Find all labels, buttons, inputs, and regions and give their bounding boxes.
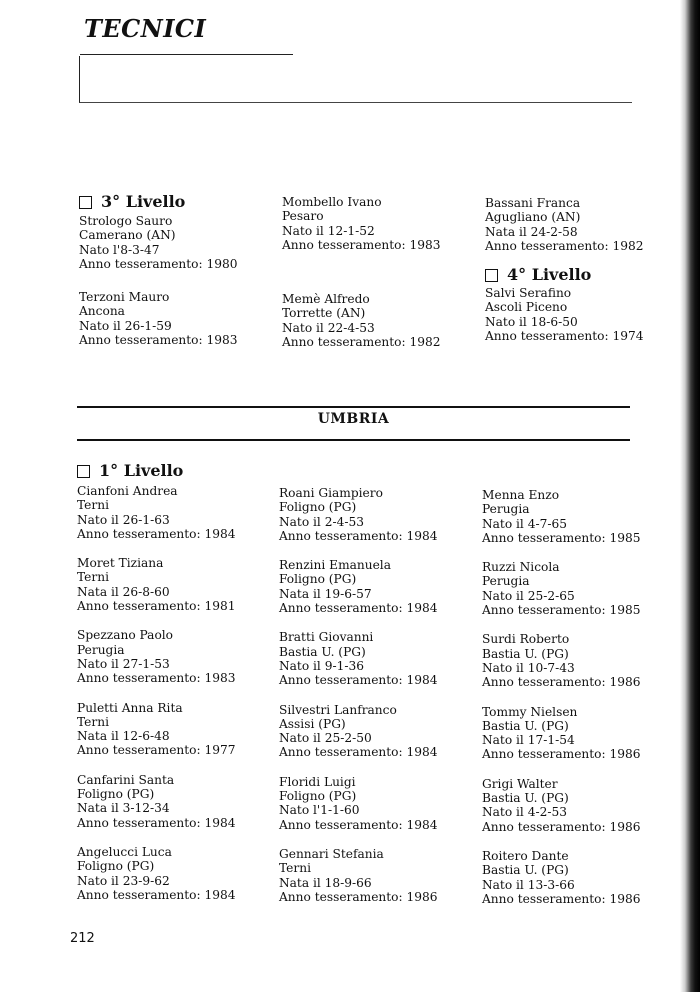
person-birth: Nato il 18-6-50: [485, 314, 578, 329]
level-heading: 4° Livello: [485, 265, 635, 285]
person-birth: Nato il 17-1-54: [482, 733, 575, 748]
person-place: Bastia U. (PG): [482, 791, 569, 806]
person-birth: Nata il 12-6-48: [77, 729, 170, 744]
person-year: Anno tesseramento: 1986: [482, 819, 641, 834]
person-year: Anno tesseramento: 1980: [79, 256, 238, 271]
person-name: Spezzano Paolo: [77, 628, 174, 643]
person-name: Roani Giampiero: [279, 486, 383, 500]
person-place: Terni: [77, 570, 109, 585]
person-name: Renzini Emanuela: [279, 558, 391, 573]
person-year: Anno tesseramento: 1983: [79, 333, 238, 348]
person-entry: [77, 484, 272, 541]
person-year: Anno tesseramento: 1984: [279, 817, 438, 832]
checkbox-square-icon: [77, 465, 90, 478]
person-place: Bastia U. (PG): [482, 646, 569, 661]
umbria-column-1: [77, 461, 272, 902]
person-entry: [279, 847, 474, 904]
title-rule: [80, 54, 293, 55]
person-place: Perugia: [77, 642, 125, 657]
person-year: Anno tesseramento: 1986: [482, 675, 641, 690]
person-year: Anno tesseramento: 1984: [279, 528, 438, 543]
person-place: Foligno (PG): [279, 789, 357, 804]
person-name: Bratti Giovanni: [279, 630, 374, 645]
person-place: Bastia U. (PG): [482, 718, 569, 733]
person-birth: Nato il 26-1-59: [79, 318, 172, 333]
person-name: Tommy Nielsen: [482, 704, 578, 719]
person-birth: Nato il 12-1-52: [282, 223, 375, 238]
person-name: Silvestri Lanfranco: [279, 702, 397, 717]
person-entry: [279, 775, 474, 832]
person-place: Assisi (PG): [279, 716, 346, 731]
checkbox-square-icon: [79, 196, 92, 209]
person-birth: Nato il 27-1-53: [77, 656, 170, 671]
person-entry: [485, 196, 644, 253]
person-name: Cianfoni Andrea: [77, 484, 178, 498]
person-year: Anno tesseramento: 1986: [482, 747, 641, 762]
person-year: Anno tesseramento: 1983: [282, 237, 441, 252]
person-entry: [279, 630, 474, 687]
empty-box: [79, 56, 632, 103]
person-birth: Nato il 25-2-50: [279, 731, 372, 746]
person-place: Bastia U. (PG): [482, 863, 569, 878]
person-name: Roitero Dante: [482, 848, 569, 863]
person-year: Anno tesseramento: 1977: [77, 743, 236, 758]
person-entry: [482, 776, 641, 834]
person-place: Perugia: [482, 574, 530, 589]
person-birth: Nato il 10-7-43: [482, 660, 575, 675]
person-place: Bastia U. (PG): [279, 644, 366, 659]
person-entry: [279, 703, 474, 760]
level-heading: 3° Livello: [79, 192, 274, 212]
person-place: Foligno (PG): [279, 572, 357, 587]
top-column-3: [485, 196, 644, 344]
person-entry: [79, 290, 274, 347]
person-place: Pesaro: [282, 209, 324, 224]
person-place: Terni: [279, 861, 311, 876]
book-spine-shadow: [680, 0, 700, 992]
person-place: Torrette (AN): [282, 306, 366, 321]
person-entry: [77, 773, 272, 830]
person-name: Grigi Walter: [482, 776, 558, 791]
person-name: Terzoni Mauro: [79, 290, 170, 305]
person-birth: Nato il 23-9-62: [77, 873, 170, 888]
person-year: Anno tesseramento: 1984: [279, 601, 438, 616]
person-year: Anno tesseramento: 1983: [77, 671, 236, 686]
person-entry: [482, 488, 641, 545]
person-year: Anno tesseramento: 1982: [282, 335, 441, 350]
person-name: Salvi Serafino: [485, 286, 572, 301]
person-place: Terni: [77, 714, 109, 729]
person-name: Puletti Anna Rita: [77, 700, 183, 715]
person-year: Anno tesseramento: 1985: [482, 603, 641, 618]
umbria-column-3: [482, 488, 641, 906]
person-entry: [282, 292, 477, 349]
person-birth: Nata il 26-8-60: [77, 584, 170, 599]
person-entry: [282, 195, 477, 252]
person-birth: Nato il 25-2-65: [482, 588, 575, 603]
person-name: Angelucci Luca: [77, 844, 172, 859]
region-title: UMBRIA: [317, 411, 390, 427]
person-name: Canfarini Santa: [77, 772, 175, 787]
person-name: Gennari Stefania: [279, 846, 384, 861]
person-birth: Nato il 2-4-53: [279, 514, 364, 529]
person-name: Surdi Roberto: [482, 632, 570, 647]
person-birth: Nato l'8-3-47: [79, 242, 160, 257]
person-birth: Nata il 3-12-34: [77, 801, 170, 816]
person-birth: Nato il 9-1-36: [279, 658, 364, 673]
person-entry: [77, 845, 272, 902]
umbria-column-2: [279, 486, 474, 904]
top-column-1: [79, 192, 274, 347]
person-year: Anno tesseramento: 1985: [482, 530, 641, 545]
person-year: Anno tesseramento: 1984: [279, 745, 438, 760]
person-year: Anno tesseramento: 1984: [77, 526, 236, 541]
person-place: Ancona: [79, 304, 125, 319]
person-entry: [79, 214, 274, 271]
person-name: Floridi Luigi: [279, 774, 356, 789]
person-birth: Nato il 22-4-53: [282, 320, 375, 335]
person-place: Camerano (AN): [79, 228, 176, 243]
person-place: Terni: [77, 498, 109, 513]
person-entry: [482, 560, 641, 618]
person-birth: Nato l'1-1-60: [279, 803, 360, 818]
person-place: Foligno (PG): [279, 500, 357, 515]
page-title: TECNICI: [84, 14, 207, 43]
person-entry: [77, 701, 272, 758]
person-place: Foligno (PG): [77, 859, 155, 874]
person-birth: Nato il 13-3-66: [482, 877, 575, 892]
person-year: Anno tesseramento: 1984: [279, 673, 438, 688]
region-rule-bottom: [77, 439, 630, 441]
person-year: Anno tesseramento: 1986: [279, 889, 438, 904]
level-heading: 1° Livello: [77, 461, 272, 481]
checkbox-square-icon: [485, 269, 498, 282]
person-year: Anno tesseramento: 1984: [77, 887, 236, 902]
person-year: Anno tesseramento: 1984: [77, 815, 236, 830]
person-year: Anno tesseramento: 1986: [482, 891, 641, 906]
person-place: Ascoli Piceno: [485, 300, 568, 315]
person-name: Menna Enzo: [482, 488, 560, 502]
person-place: Foligno (PG): [77, 787, 155, 802]
person-birth: Nato il 26-1-63: [77, 512, 170, 527]
person-year: Anno tesseramento: 1982: [485, 238, 644, 253]
person-place: Perugia: [482, 502, 530, 517]
person-name: Ruzzi Nicola: [482, 560, 560, 575]
person-entry: [77, 556, 272, 613]
person-birth: Nato il 4-7-65: [482, 516, 567, 531]
person-entry: [482, 632, 641, 690]
person-name: Moret Tiziana: [77, 556, 164, 571]
person-entry: [279, 558, 474, 615]
person-name: Strologo Sauro: [79, 214, 173, 228]
person-birth: Nata il 24-2-58: [485, 224, 578, 239]
region-rule-top: [77, 406, 630, 408]
person-year: Anno tesseramento: 1974: [485, 329, 644, 344]
top-column-2: [282, 195, 477, 349]
person-place: Agugliano (AN): [485, 210, 581, 225]
person-entry: [482, 848, 641, 906]
person-birth: Nato il 4-2-53: [482, 805, 567, 820]
person-birth: Nata il 19-6-57: [279, 586, 372, 601]
person-name: Bassani Franca: [485, 196, 581, 210]
person-name: Mombello Ivano: [282, 195, 382, 209]
person-entry: [77, 628, 272, 685]
person-name: Memè Alfredo: [282, 292, 370, 307]
person-year: Anno tesseramento: 1981: [77, 599, 236, 614]
person-entry: [485, 286, 644, 344]
person-entry: [482, 704, 641, 762]
person-entry: [279, 486, 474, 543]
page-number: 212: [70, 931, 95, 946]
person-birth: Nata il 18-9-66: [279, 875, 372, 890]
